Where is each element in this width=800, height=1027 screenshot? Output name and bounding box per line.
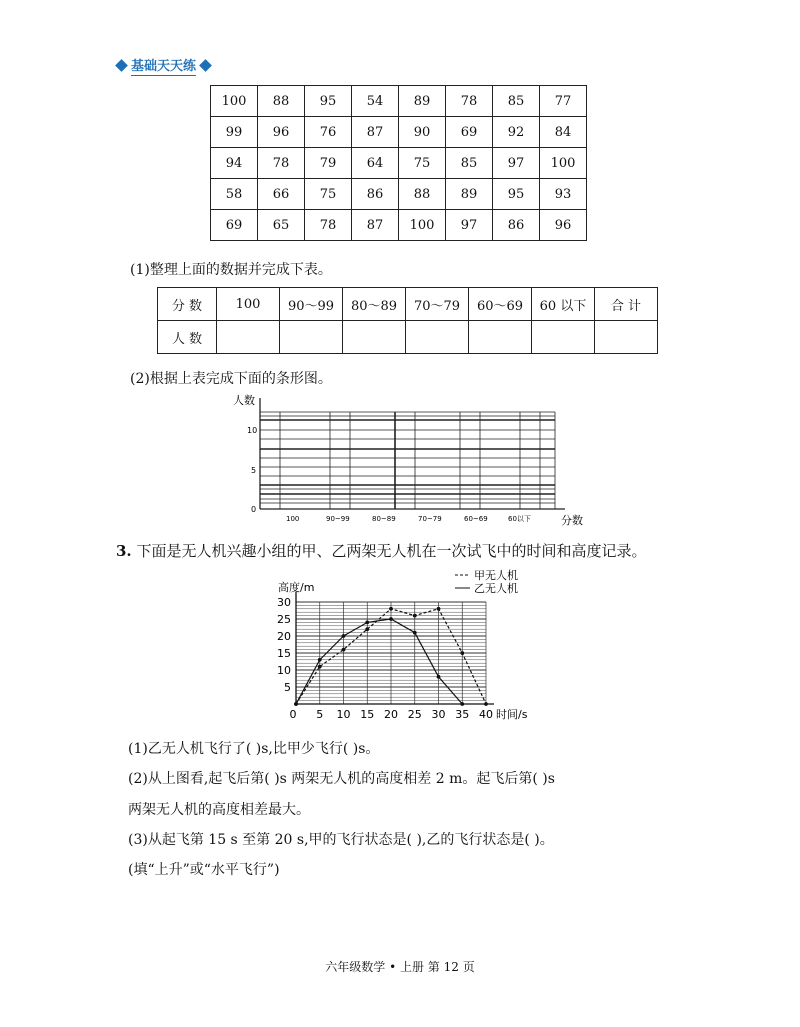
answer-cell[interactable]	[280, 321, 343, 354]
score-table	[210, 85, 587, 241]
score-cell: 97	[493, 148, 540, 179]
score-row	[211, 117, 587, 148]
score-cell: 100	[399, 210, 446, 241]
data-point	[365, 621, 369, 625]
answer-cell[interactable]	[343, 321, 406, 354]
question-3-number: 3.	[116, 542, 132, 560]
series-line	[296, 619, 462, 704]
x-tick-label: 15	[360, 708, 375, 721]
score-cell: 85	[446, 148, 493, 179]
x-axis-label: 时间/s	[496, 708, 528, 721]
x-tick-label: 25	[407, 708, 422, 721]
score-cell: 78	[446, 86, 493, 117]
bar-chart-grid	[215, 390, 605, 530]
data-point	[318, 665, 322, 669]
x-tick-label: 35	[455, 708, 470, 721]
score-cell: 85	[493, 86, 540, 117]
score-cell: 87	[352, 117, 399, 148]
score-cell: 58	[211, 179, 258, 210]
data-point	[389, 607, 393, 611]
section-tag-text: 基础天天练	[131, 55, 196, 76]
score-cell: 87	[352, 210, 399, 241]
x-tick-label: 10	[336, 708, 351, 721]
answer-cell[interactable]	[532, 321, 595, 354]
score-cell: 100	[211, 86, 258, 117]
diamond-icon	[199, 59, 212, 72]
summary-row-label: 人 数	[158, 321, 217, 354]
summary-count-row	[158, 321, 658, 354]
bar-chart-category-label: 100	[286, 515, 300, 523]
question-3-body: 下面是无人机兴趣小组的甲、乙两架无人机在一次试飞中的时间和高度记录。	[136, 542, 647, 560]
summary-header-cell: 60 以下	[532, 288, 595, 321]
data-point	[437, 607, 441, 611]
answer-cell[interactable]	[406, 321, 469, 354]
legend-label: 乙无人机	[474, 582, 518, 595]
question-3-3b: (填“上升”或“水平飞行”)	[128, 862, 280, 878]
y-tick-label: 10	[277, 664, 291, 677]
y-tick-label: 20	[277, 630, 291, 643]
origin-label: 0	[289, 708, 297, 721]
data-point	[484, 702, 488, 706]
question-3-2b: 两架无人机的高度相差最大。	[128, 802, 310, 818]
y-axis-label: 高度/m	[278, 581, 315, 594]
score-cell: 78	[258, 148, 305, 179]
data-point	[413, 631, 417, 635]
score-cell: 78	[305, 210, 352, 241]
summary-header-cell: 分 数	[158, 288, 217, 321]
y-tick-label: 5	[284, 681, 291, 694]
score-cell: 99	[211, 117, 258, 148]
data-point	[365, 627, 369, 631]
score-cell: 54	[352, 86, 399, 117]
diamond-icon	[115, 59, 128, 72]
score-cell: 75	[305, 179, 352, 210]
score-cell: 89	[399, 86, 446, 117]
x-tick-label: 20	[384, 708, 398, 721]
line-chart	[270, 565, 550, 725]
score-row	[211, 210, 587, 241]
data-point	[389, 617, 393, 621]
summary-table	[157, 287, 658, 354]
score-cell: 96	[258, 117, 305, 148]
score-cell: 84	[540, 117, 587, 148]
score-row	[211, 86, 587, 117]
score-cell: 66	[258, 179, 305, 210]
bar-chart-ytick: 0	[251, 505, 257, 514]
answer-cell[interactable]	[217, 321, 280, 354]
score-cell: 95	[305, 86, 352, 117]
score-cell: 86	[352, 179, 399, 210]
x-tick-label: 30	[431, 708, 446, 721]
data-point	[460, 651, 464, 655]
score-cell: 75	[399, 148, 446, 179]
summary-header-cell: 80～89	[343, 288, 406, 321]
score-cell: 65	[258, 210, 305, 241]
score-cell: 94	[211, 148, 258, 179]
score-cell: 88	[399, 179, 446, 210]
data-point	[294, 702, 298, 706]
summary-header-cell: 合 计	[595, 288, 658, 321]
bar-chart-category-label: 60~69	[464, 515, 488, 523]
bar-chart-ylabel: 人数	[233, 394, 255, 407]
summary-header-cell: 90～99	[280, 288, 343, 321]
answer-cell[interactable]	[469, 321, 532, 354]
y-tick-label: 25	[277, 613, 291, 626]
score-cell: 79	[305, 148, 352, 179]
score-cell: 77	[540, 86, 587, 117]
score-row	[211, 148, 587, 179]
bar-chart-category-label: 60以下	[508, 515, 531, 523]
score-cell: 69	[211, 210, 258, 241]
score-cell: 93	[540, 179, 587, 210]
bar-chart-category-label: 70~79	[418, 515, 442, 523]
question-3-2a: (2)从上图看,起飞后第( )s 两架无人机的高度相差 2 m。起飞后第( )s	[128, 771, 555, 787]
question-3-1: (1)乙无人机飞行了( )s,比甲少飞行( )s。	[128, 741, 380, 757]
score-cell: 64	[352, 148, 399, 179]
data-point	[342, 634, 346, 638]
score-row	[211, 179, 587, 210]
y-tick-label: 30	[277, 596, 291, 609]
score-cell: 96	[540, 210, 587, 241]
question-3-text	[116, 540, 646, 561]
legend-label: 甲无人机	[474, 569, 518, 582]
question-3-3: (3)从起飞第 15 s 至第 20 s,甲的飞行状态是( ),乙的飞行状态是( )。	[128, 832, 554, 848]
score-cell: 86	[493, 210, 540, 241]
score-cell: 76	[305, 117, 352, 148]
y-tick-label: 15	[277, 647, 291, 660]
bar-chart-category-label: 90~99	[326, 515, 350, 523]
score-cell: 90	[399, 117, 446, 148]
data-point	[318, 658, 322, 662]
bar-chart-ytick: 5	[251, 466, 257, 475]
answer-cell[interactable]	[595, 321, 658, 354]
score-cell: 88	[258, 86, 305, 117]
data-point	[437, 675, 441, 679]
score-cell: 97	[446, 210, 493, 241]
score-cell: 100	[540, 148, 587, 179]
data-point	[460, 702, 464, 706]
question-1-text: (1)整理上面的数据并完成下表。	[130, 262, 332, 278]
summary-header-cell: 70～79	[406, 288, 469, 321]
summary-header-cell: 100	[217, 288, 280, 321]
x-tick-label: 40	[479, 708, 493, 721]
section-tag	[112, 55, 215, 76]
bar-chart-xlabel: 分数	[561, 514, 583, 527]
summary-header-row	[158, 288, 658, 321]
score-cell: 95	[493, 179, 540, 210]
page-footer: 六年级数学 • 上册 第 12 页	[325, 960, 475, 974]
score-cell: 69	[446, 117, 493, 148]
data-point	[413, 614, 417, 618]
score-cell: 89	[446, 179, 493, 210]
score-cell: 92	[493, 117, 540, 148]
bar-chart-category-label: 80~89	[372, 515, 396, 523]
data-point	[342, 648, 346, 652]
question-2-text: (2)根据上表完成下面的条形图。	[130, 371, 332, 387]
x-tick-label: 5	[316, 708, 324, 721]
bar-chart-ytick: 10	[247, 426, 258, 435]
summary-header-cell: 60～69	[469, 288, 532, 321]
